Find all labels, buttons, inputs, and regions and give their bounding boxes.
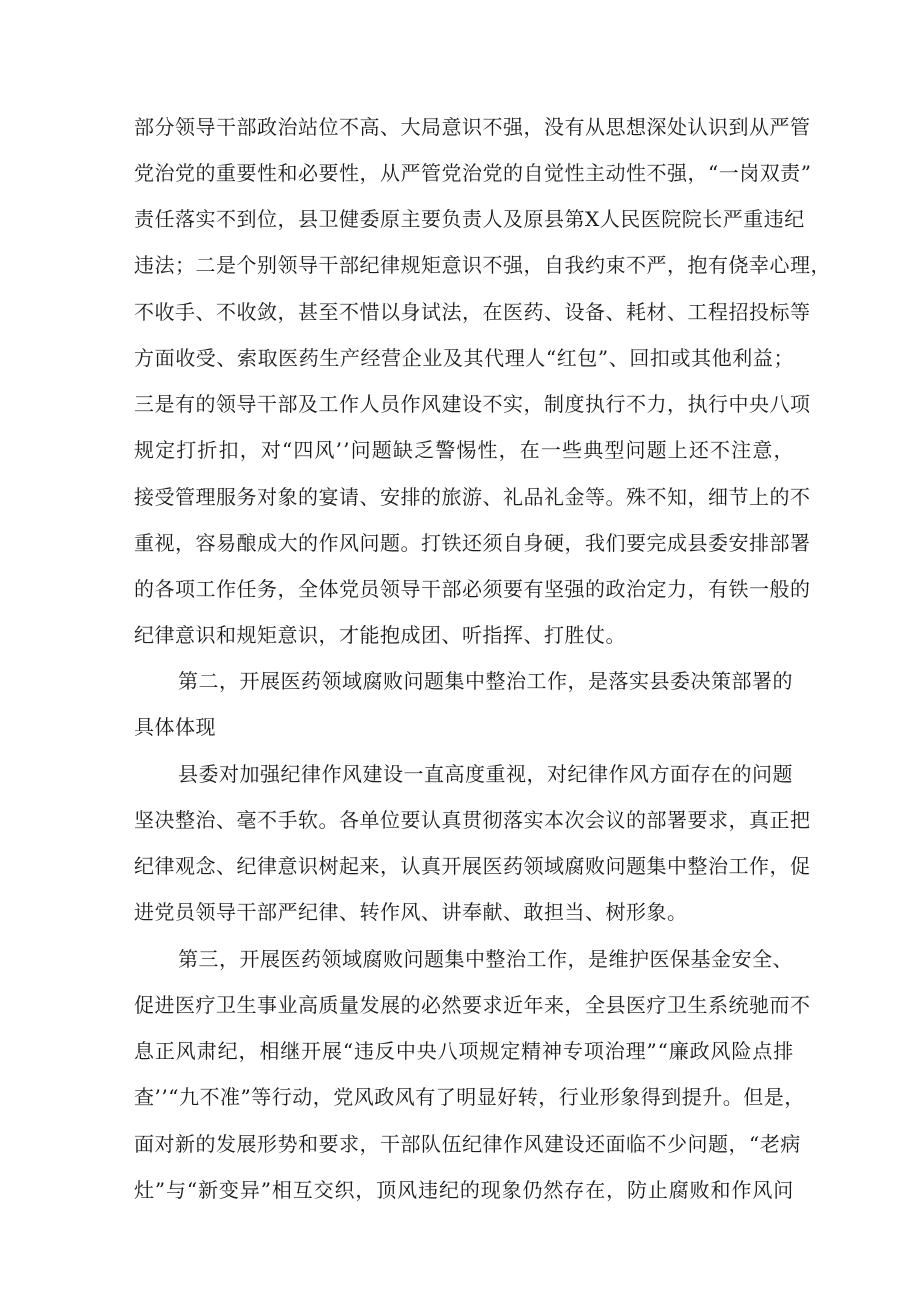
text-line-20: 促 进 医 疗 卫 生 事 业 高 质 量 发 展 的 必 然 要 求 近 年 来 ， 全 县 医 疗 卫 生 系 统 驰 而 不 [134, 993, 811, 1017]
text-line-16: 坚 决 整 治 、 毫 不 手 软 。 各 单 位 要 认 真 贯 彻 落 实 本 次 会 议 的 部 署 要 求 ， 真 正 把 [134, 808, 811, 832]
text-line-15: 县委对加强纪律作风建设一直高度重视，对纪律作风方面存在的问题 [178, 762, 793, 786]
text-line-1: 部 分 领 导 干 部 政 治 站 位 不 高 、 大 局 意 识 不 强 ， 没 有 从 思 想 深 处 认 识 到 从 严 管 [134, 115, 811, 139]
text-line-4: 违 法 ； 二 是 个 别 领 导 干 部 纪 律 规 矩 意 识 不 强 ， 自 我 约 束 不 严 ， 抱 有 侥 幸 心 理 ， [134, 253, 831, 277]
text-line-7: 三 是 有 的 领 导 干 部 及 工 作 人 员 作 风 建 设 不 实 ， 制 度 执 行 不 力 ， 执 行 中 央 八 项 [134, 392, 811, 416]
text-line-23: 面 对 新 的 发 展 形 势 和 要 求 ， 干 部 队 伍 纪 律 作 风 建 设 还 面 临 不 少 问 题 ， “ 老 病 [134, 1132, 801, 1156]
text-line-2: 党 治 党 的 重 要 性 和 必 要 性 ， 从 严 管 党 治 党 的 自 觉 性 主 动 性 不 强 ， “ 一 岗 双 责 ” [134, 161, 812, 185]
text-line-3: 责 任 落 实 不 到 位 ， 县 卫 健 委 原 主 要 负 责 人 及 原 县 第 X 人 民 医 院 院 长 严 重 违 纪 [134, 207, 805, 231]
text-line-10: 重 视 ， 容 易 酿 成 大 的 作 风 问 题 。 打 铁 还 须 自 身 硬 ， 我 们 要 完 成 县 委 安 排 部 署 [134, 531, 811, 555]
text-line-6: 方 面 收 受 、 索 取 医 药 生 产 经 营 企 业 及 其 代 理 人 “ 红 包 ” 、 回 扣 或 其 他 利 益 ； [134, 346, 794, 370]
text-line-18: 进党员领导干部严纪律、转作风、讲奉献、敢担当、树形象。 [134, 900, 688, 924]
text-line-21: 息 正 风 肃 纪 ， 相 继 开 展 “ 违 反 中 央 八 项 规 定 精 神 专 项 治 理 ” “ 廉 政 风 险 点 排 [134, 1039, 794, 1063]
text-line-5: 不 收 手 、 不 收 敛 ， 甚 至 不 惜 以 身 试 法 ， 在 医 药 、 设 备 、 耗 材 、 工 程 招 投 标 等 [134, 300, 811, 324]
text-line-24: 灶 ” 与 “ 新 变 异 ” 相 互 交 织 ， 顶 风 违 纪 的 现 象 仍 然 存 在 ， 防 止 腐 败 和 作 风 问 [134, 1178, 794, 1202]
text-line-12: 纪律意识和规矩意识，才能抱成团、听指挥、打胜仗。 [134, 623, 626, 647]
text-line-9: 接 受 管 理 服 务 对 象 的 宴 请 、 安 排 的 旅 游 、 礼 品 礼 金 等 。 殊 不 知 ， 细 节 上 的 不 [134, 485, 811, 509]
section-heading-2b: 具体体现 [134, 715, 216, 739]
text-line-8: 规 定 打 折 扣 ， 对 “ 四 风 ’ ’ 问 题 缺 乏 警 惕 性 ， 在 一 些 典 型 问 题 上 还 不 注 意 ， [134, 438, 794, 462]
text-line-17: 纪 律 观 念 、 纪 律 意 识 树 起 来 ， 认 真 开 展 医 药 领 域 腐 败 问 题 集 中 整 治 工 作 ， 促 [134, 854, 811, 878]
section-heading-3a: 第三，开展医药领域腐败问题集中整治工作，是维护医保基金安全、 [178, 947, 793, 971]
text-line-11: 的 各 项 工 作 任 务 ， 全 体 党 员 领 导 干 部 必 须 要 有 坚 强 的 政 治 定 力 ， 有 铁 一 般 的 [134, 577, 811, 601]
text-line-22: 查 ’ ’ “ 九 不 准 ” 等 行 动 ， 党 风 政 风 有 了 明 显 好 转 ， 行 业 形 象 得 到 提 升 。 但 是 ， [134, 1085, 805, 1109]
section-heading-2a: 第二，开展医药领域腐败问题集中整治工作，是落实县委决策部署的 [178, 669, 793, 693]
